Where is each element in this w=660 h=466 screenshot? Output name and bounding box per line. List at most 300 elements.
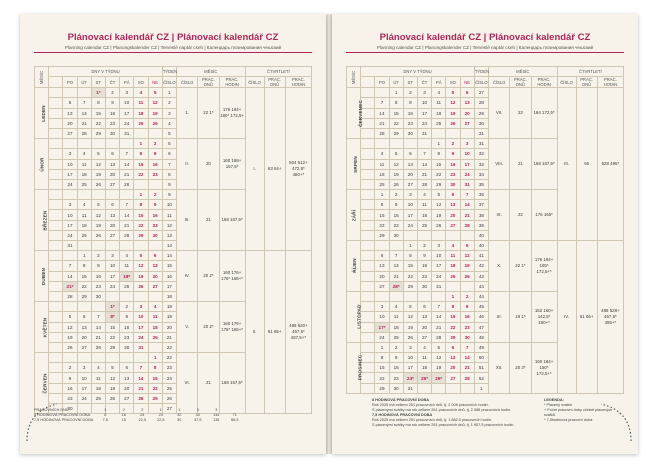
day-cell: 16	[403, 108, 417, 118]
day-cell: 4	[417, 342, 431, 352]
day-cell: 29	[148, 393, 162, 403]
day-cell: 15	[389, 108, 403, 118]
day-cell: 6	[417, 302, 431, 312]
day-cell: 25	[417, 220, 431, 230]
day-cell: 7	[432, 302, 446, 312]
calendar-table-left	[34, 66, 312, 414]
day-cell: 28	[77, 128, 91, 138]
day-cell: 5	[460, 241, 474, 251]
day-cell: 1	[148, 353, 162, 363]
day-cell: 30	[148, 230, 162, 240]
day-cell	[446, 230, 460, 240]
day-cell	[63, 88, 77, 98]
day-cell: 4	[148, 302, 162, 312]
day-cell: 8	[77, 261, 91, 271]
day-cell: 20	[460, 108, 474, 118]
header-day-4: PÁ	[432, 77, 446, 88]
day-cell: 31	[403, 383, 417, 393]
day-cell: 29	[375, 230, 389, 240]
row-spacer	[361, 281, 375, 291]
week-number: 33	[474, 159, 488, 169]
day-cell: 30	[120, 342, 134, 352]
week-number: 18	[162, 302, 176, 312]
day-cell: 15	[134, 210, 148, 220]
day-cell: 3	[77, 363, 91, 373]
day-cell: 16	[105, 108, 119, 118]
day-cell: 26	[389, 179, 403, 189]
row-spacer	[361, 139, 375, 149]
quarter-work-days: 61 66+	[576, 241, 597, 394]
stats-value: 8	[104, 413, 107, 418]
day-cell: 7	[77, 98, 91, 108]
week-number: 25	[162, 383, 176, 393]
day-cell	[91, 353, 105, 363]
day-cell: 12	[63, 322, 77, 332]
day-cell: 6	[120, 363, 134, 373]
day-cell	[148, 179, 162, 189]
week-number: 43	[474, 271, 488, 281]
day-cell: 22	[446, 322, 460, 332]
day-cell: 1*	[105, 302, 119, 312]
day-cell: 24	[403, 220, 417, 230]
month-label	[347, 241, 361, 292]
month-label-text: LEDEN	[40, 104, 46, 122]
day-cell: 8	[148, 363, 162, 373]
day-cell: 20	[403, 169, 417, 179]
day-cell: 31	[417, 128, 431, 138]
day-cell: 10	[105, 261, 119, 271]
day-cell: 15	[134, 159, 148, 169]
header-quarter-work-days: PRAC. DNŮ	[264, 77, 285, 88]
title-rule	[346, 52, 624, 53]
week-number: 6	[162, 149, 176, 159]
month-work-hours: 168 157,5*	[531, 139, 557, 190]
row-spacer	[49, 169, 63, 179]
row-spacer	[49, 241, 63, 251]
month-label-text: ZÁŘÍ	[351, 209, 357, 221]
day-cell: 10	[403, 353, 417, 363]
stats-value: 1	[159, 408, 162, 412]
day-cell: 10	[432, 251, 446, 261]
day-cell	[375, 88, 389, 98]
day-cell: 15	[148, 373, 162, 383]
day-cell: 20	[446, 363, 460, 373]
stats-value: 30	[177, 418, 182, 423]
month-work-hours: 168 157,5*	[219, 353, 245, 414]
day-cell: 19	[432, 363, 446, 373]
day-cell: 11	[77, 159, 91, 169]
day-cell: 19	[446, 108, 460, 118]
day-cell: 9	[446, 149, 460, 159]
row-spacer	[361, 159, 375, 169]
day-cell: 17	[403, 363, 417, 373]
day-cell	[91, 302, 105, 312]
stats-value: 144	[213, 413, 220, 418]
month-label	[347, 342, 361, 393]
day-cell: 14	[389, 261, 403, 271]
day-cell: 14	[375, 108, 389, 118]
row-spacer	[361, 332, 375, 342]
day-cell: 16	[91, 271, 105, 281]
day-cell: 4	[375, 149, 389, 159]
day-cell: 12	[432, 200, 446, 210]
legend-item: * Placený svátek	[544, 403, 573, 407]
row-spacer	[361, 261, 375, 271]
row-spacer	[49, 159, 63, 169]
month-work-hours: 176 165*	[531, 190, 557, 241]
day-cell: 3	[403, 190, 417, 200]
day-cell: 28	[91, 342, 105, 352]
week-number: 40	[474, 230, 488, 240]
day-cell: 14	[63, 271, 77, 281]
day-cell: 7	[460, 190, 474, 200]
day-cell	[432, 291, 446, 301]
day-cell: 14	[120, 159, 134, 169]
day-cell: 1	[375, 190, 389, 200]
day-cell: 4	[134, 88, 148, 98]
day-cell: 25	[389, 332, 403, 342]
month-label	[347, 291, 361, 342]
header-month: MĚSÍC	[35, 67, 49, 88]
day-cell	[148, 342, 162, 352]
day-cell: 6	[446, 190, 460, 200]
day-cell: 23	[403, 118, 417, 128]
day-cell: 26	[446, 118, 460, 128]
quarter-work-hours: 488 520+ 457,5* 487,5+*	[285, 251, 311, 414]
day-cell: 27	[417, 332, 431, 342]
day-cell: 24	[63, 230, 77, 240]
day-cell	[105, 139, 119, 149]
stats-value: 16	[121, 413, 126, 418]
week-number: 14	[162, 241, 176, 251]
header-quarter-work-hours: PRAC. HODIN	[597, 77, 623, 88]
day-cell: 10	[120, 98, 134, 108]
week-number: 40	[474, 241, 488, 251]
day-cell: 8	[134, 200, 148, 210]
day-cell: 25	[446, 271, 460, 281]
day-cell: 30	[403, 128, 417, 138]
day-cell	[63, 302, 77, 312]
row-spacer	[49, 342, 63, 352]
month-number: VI.	[177, 353, 198, 414]
day-cell: 21	[389, 271, 403, 281]
month-work-days: 22 1*	[510, 241, 531, 292]
day-cell: 23	[63, 393, 77, 403]
day-cell: 19	[134, 271, 148, 281]
day-cell: 25	[432, 118, 446, 128]
day-cell: 25	[77, 179, 91, 189]
day-cell: 18	[446, 261, 460, 271]
day-cell: 23	[460, 322, 474, 332]
day-cell: 29	[432, 179, 446, 189]
day-cell: 31	[63, 241, 77, 251]
day-cell: 9	[91, 261, 105, 271]
day-cell: 21*	[63, 281, 77, 291]
day-cell: 11	[417, 200, 431, 210]
day-cell: 24	[105, 281, 119, 291]
day-cell: 11	[417, 353, 431, 363]
right-page	[332, 14, 638, 454]
day-cell: 20	[105, 169, 119, 179]
day-cell: 31	[134, 342, 148, 352]
day-cell: 28	[120, 179, 134, 189]
day-cell: 29	[91, 128, 105, 138]
day-cell: 16	[446, 159, 460, 169]
day-cell	[63, 353, 77, 363]
day-cell	[432, 383, 446, 393]
day-cell	[417, 291, 431, 301]
day-cell: 12	[91, 159, 105, 169]
row-spacer	[49, 118, 63, 128]
day-cell: 3	[63, 149, 77, 159]
stats-value: 15	[121, 418, 126, 423]
day-cell: 4	[120, 251, 134, 261]
day-cell: 6	[63, 98, 77, 108]
day-cell: 12	[134, 261, 148, 271]
day-cell: 12	[105, 373, 119, 383]
day-cell: 13	[77, 322, 91, 332]
month-number: IV.	[177, 251, 198, 302]
day-cell: 25	[91, 393, 105, 403]
day-cell: 22	[134, 169, 148, 179]
day-cell	[91, 241, 105, 251]
week-number: 22	[162, 353, 176, 363]
day-cell: 5	[432, 190, 446, 200]
month-work-hours: 160 176+ 176* 165+*	[219, 302, 245, 353]
row-spacer	[361, 220, 375, 230]
header-days-of-week: DNY V TÝDNU	[361, 67, 475, 77]
week-number: 49	[474, 342, 488, 352]
day-cell: 4	[432, 88, 446, 98]
header-work-hours: PRAC. HODIN	[531, 77, 557, 88]
week-number: 47	[474, 322, 488, 332]
day-cell: 15	[432, 159, 446, 169]
day-cell: 6	[105, 149, 119, 159]
day-cell	[460, 128, 474, 138]
month-number: V.	[177, 302, 198, 353]
week-number: 3	[162, 108, 176, 118]
day-cell	[417, 139, 431, 149]
day-cell	[460, 281, 474, 291]
week-number: 20	[162, 322, 176, 332]
header-day-1: ÚT	[77, 77, 91, 88]
day-cell	[148, 291, 162, 301]
row-spacer	[361, 190, 375, 200]
day-cell: 24	[63, 179, 77, 189]
row-spacer	[49, 373, 63, 383]
day-cell: 4	[446, 241, 460, 251]
day-cell: 1	[134, 139, 148, 149]
day-cell: 11	[77, 210, 91, 220]
day-cell: 7	[91, 312, 105, 322]
day-cell: 6	[148, 251, 162, 261]
day-cell: 6	[403, 149, 417, 159]
day-cell: 12	[91, 210, 105, 220]
calendar-table-right	[346, 66, 624, 394]
header-quarter: ČTVRTLETÍ	[245, 67, 311, 77]
day-cell: 22	[105, 332, 119, 342]
day-cell: 19	[389, 169, 403, 179]
day-cell: 29	[77, 291, 91, 301]
month-work-hours: 184 172,5*	[531, 88, 557, 139]
day-cell: 22	[148, 383, 162, 393]
day-cell	[432, 230, 446, 240]
day-cell	[134, 179, 148, 189]
day-cell: 8*	[105, 312, 119, 322]
day-cell: 9	[63, 373, 77, 383]
day-cell: 5	[148, 88, 162, 98]
day-cell: 3	[375, 302, 389, 312]
day-cell: 20	[105, 220, 119, 230]
page-title: Plánovací kalendář CZ | Plánovací kalendář CZ	[67, 32, 279, 43]
header-quarter-number: ČÍSLO	[557, 77, 576, 88]
day-cell	[446, 383, 460, 393]
day-cell: 21	[432, 322, 446, 332]
stats-value: 32	[177, 413, 182, 418]
stats-value: 3	[196, 408, 199, 412]
day-cell: 8	[389, 98, 403, 108]
row-spacer	[49, 302, 63, 312]
stats-value: 135	[213, 418, 220, 423]
week-number: 7	[162, 159, 176, 169]
stats-value: 7,5	[102, 418, 108, 423]
day-cell: 31	[120, 128, 134, 138]
day-cell: 4	[77, 149, 91, 159]
corner-dotted-arc-right	[586, 396, 636, 446]
day-cell: 3	[432, 241, 446, 251]
row-spacer	[361, 271, 375, 281]
day-cell: 1*	[91, 88, 105, 98]
header-work-days: PRAC. DNŮ	[198, 77, 219, 88]
day-cell	[403, 230, 417, 240]
week-number: 46	[474, 312, 488, 322]
day-cell: 2	[148, 190, 162, 200]
row-spacer	[361, 149, 375, 159]
quarter-work-hours: 488 528+ 457,5* 495+*	[597, 241, 623, 394]
day-cell	[120, 353, 134, 363]
day-cell: 17	[120, 108, 134, 118]
header-week: TÝDEN	[162, 67, 176, 77]
day-cell	[446, 281, 460, 291]
stats-value: 2	[122, 408, 125, 412]
week-number: 39	[474, 220, 488, 230]
day-cell: 26	[134, 281, 148, 291]
quarter-work-days: 63 64+	[264, 88, 285, 251]
day-cell	[432, 128, 446, 138]
day-cell: 23	[389, 373, 403, 383]
day-cell: 1	[403, 241, 417, 251]
month-label-text: ŘÍJEN	[351, 258, 357, 274]
day-cell: 1	[446, 291, 460, 301]
week-number: 48	[474, 332, 488, 342]
day-cell: 28	[375, 128, 389, 138]
day-cell: 17	[63, 169, 77, 179]
header-month-col: MĚSÍC	[489, 67, 558, 77]
day-cell	[77, 241, 91, 251]
month-label	[347, 139, 361, 190]
day-cell	[134, 241, 148, 251]
week-number: 5	[162, 139, 176, 149]
day-cell: 23	[120, 332, 134, 342]
row-spacer	[361, 88, 375, 98]
header-quarter: ČTVRTLETÍ	[557, 67, 623, 77]
day-cell	[105, 241, 119, 251]
row-spacer	[361, 230, 375, 240]
day-cell	[77, 88, 91, 98]
day-cell: 8	[432, 149, 446, 159]
week-number: 44	[474, 281, 488, 291]
day-cell: 3	[134, 302, 148, 312]
month-label	[35, 251, 49, 302]
quarter-work-days: 61 65+	[264, 251, 285, 414]
stats-value: 40	[195, 413, 200, 418]
row-spacer	[49, 139, 63, 149]
month-work-hours: 176 184+ 180* 172,5+	[219, 88, 245, 139]
day-cell	[389, 241, 403, 251]
day-cell	[460, 383, 474, 393]
day-cell: 27	[403, 179, 417, 189]
day-cell: 29	[446, 332, 460, 342]
day-cell: 14	[417, 159, 431, 169]
day-cell: 12	[460, 251, 474, 261]
stats-label: 7,5 HODINOVÁ PRACOVNÍ DOBA	[34, 418, 94, 423]
month-work-days: 22 1*	[198, 88, 219, 139]
month-number: III.	[177, 190, 198, 251]
day-cell	[134, 128, 148, 138]
day-cell: 12	[432, 353, 446, 363]
day-cell: 15	[375, 363, 389, 373]
day-cell: 25*	[417, 373, 431, 383]
day-cell: 2	[446, 139, 460, 149]
header-day-2: ST	[91, 77, 105, 88]
month-label	[35, 190, 49, 251]
day-cell: 6	[446, 342, 460, 352]
header-month-col: MĚSÍC	[177, 67, 246, 77]
day-cell: 12	[148, 98, 162, 108]
day-cell: 23	[105, 118, 119, 128]
stats-label: PRACOVNÍCH DNŮ	[34, 408, 69, 412]
day-cell: 24	[120, 118, 134, 128]
day-cell: 5	[446, 88, 460, 98]
day-cell: 2	[105, 88, 119, 98]
left-page	[20, 14, 326, 454]
day-cell: 5	[91, 149, 105, 159]
day-cell: 23	[148, 169, 162, 179]
header-month: MĚSÍC	[347, 67, 361, 88]
day-cell: 30	[91, 291, 105, 301]
day-cell: 11	[446, 251, 460, 261]
row-spacer	[49, 128, 63, 138]
day-cell	[105, 190, 119, 200]
row-spacer	[361, 383, 375, 393]
day-cell: 8	[375, 353, 389, 363]
day-cell: 29	[389, 128, 403, 138]
day-cell: 29	[375, 383, 389, 393]
day-cell	[375, 139, 389, 149]
week-number: 31	[474, 128, 488, 138]
week-number: 35	[474, 179, 488, 189]
day-cell	[77, 353, 91, 363]
day-cell: 28	[460, 373, 474, 383]
month-number: XII.	[489, 342, 510, 393]
week-number: 19	[162, 312, 176, 322]
quarter-work-hours: 528 495*	[597, 88, 623, 241]
month-work-days: 23	[510, 88, 531, 139]
header-day-0: PO	[63, 77, 77, 88]
month-label-text: ČERVEN	[42, 372, 48, 394]
day-cell: 27	[77, 342, 91, 352]
day-cell: 30	[446, 179, 460, 189]
